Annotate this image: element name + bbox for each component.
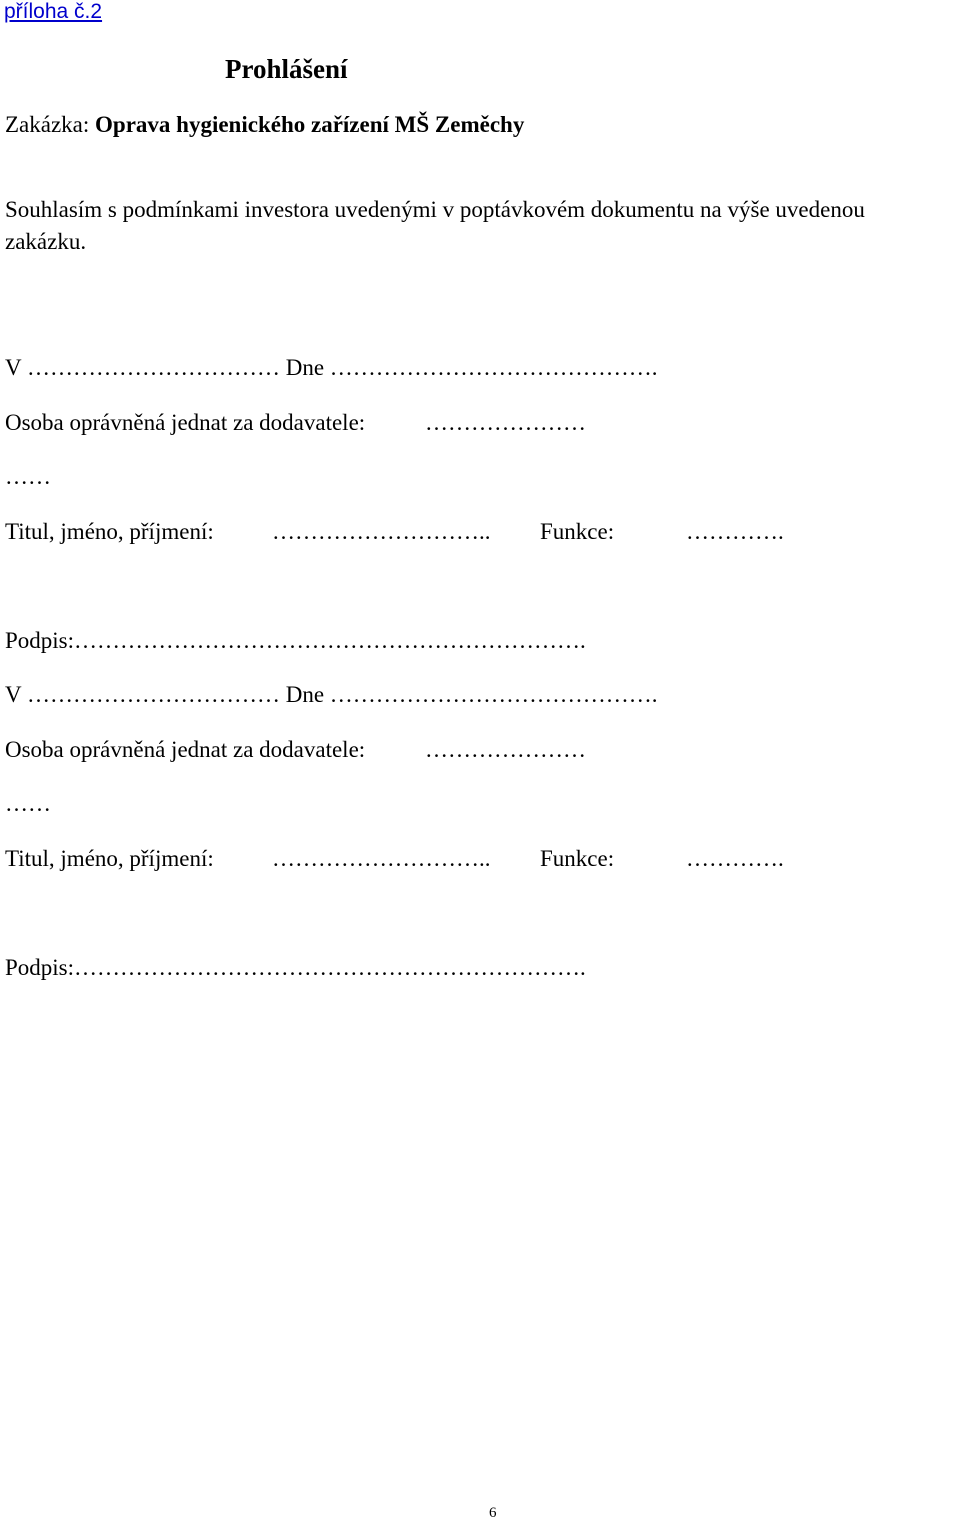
name-label: Titul, jméno, příjmení: <box>5 846 214 871</box>
signature-label: Podpis: <box>5 628 75 653</box>
date-label: Dne <box>285 682 325 707</box>
authorized-person-label: Osoba oprávněná jednat za dodavatele: <box>5 410 366 435</box>
signature-line <box>5 627 586 655</box>
document-title: Prohlášení <box>225 54 348 84</box>
signature-field[interactable]: …………………………………………………………. <box>74 955 586 980</box>
page-number: 6 <box>489 1505 497 1521</box>
place-field[interactable]: …………………………… <box>26 682 280 707</box>
function-field[interactable]: …………. <box>686 519 784 544</box>
statement-line-2: zakázku. <box>5 229 87 254</box>
place-field[interactable]: …………………………… <box>26 355 280 380</box>
contract-name: Oprava hygienického zařízení MŠ Zeměchy <box>95 112 525 137</box>
contract-line <box>5 111 524 139</box>
name-field[interactable]: ……………………….. <box>272 846 491 871</box>
signature-label: Podpis: <box>5 955 75 980</box>
annex-link[interactable]: příloha č.2 <box>4 0 103 23</box>
authorized-person-field[interactable]: ………………… <box>425 410 586 435</box>
date-field[interactable]: ……………………………………. <box>329 682 658 707</box>
signature-line <box>5 954 586 982</box>
statement-line-1: Souhlasím s podmínkami investora uvedenými v poptávkovém dokumentu na výše uvedenou <box>5 197 865 222</box>
function-label: Funkce: <box>540 846 615 871</box>
authorized-person-field-continued[interactable]: …… <box>5 791 51 816</box>
contract-label: Zakázka: <box>5 112 96 137</box>
authorized-person-field[interactable]: ………………… <box>425 737 586 762</box>
name-field[interactable]: ……………………….. <box>272 519 491 544</box>
authorized-person-field-continued[interactable]: …… <box>5 464 51 489</box>
place-date-line <box>5 354 658 382</box>
authorized-person-label: Osoba oprávněná jednat za dodavatele: <box>5 737 366 762</box>
name-label: Titul, jméno, příjmení: <box>5 519 214 544</box>
function-label: Funkce: <box>540 519 615 544</box>
date-field[interactable]: ……………………………………. <box>329 355 658 380</box>
place-label: V <box>5 682 22 707</box>
place-label: V <box>5 355 22 380</box>
function-field[interactable]: …………. <box>686 846 784 871</box>
place-date-line <box>5 681 658 709</box>
signature-field[interactable]: …………………………………………………………. <box>74 628 586 653</box>
date-label: Dne <box>285 355 325 380</box>
